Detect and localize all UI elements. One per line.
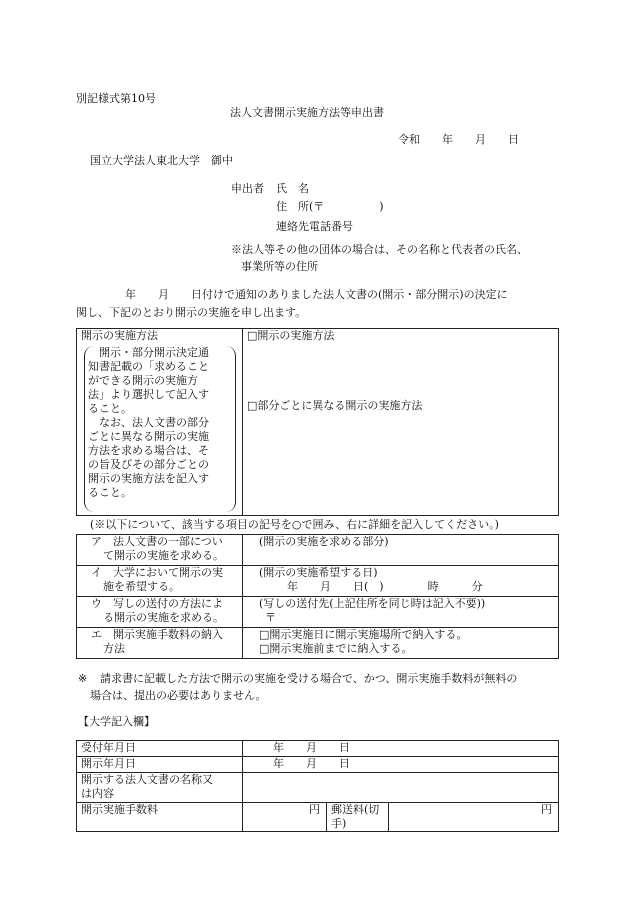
option-u-label[interactable]: ウ 写しの送付の方法によ る開示の実施を求める。 [77, 597, 243, 628]
applicant-label: 申出者 [231, 182, 264, 195]
corp-note-line2: 事業所等の住所 [241, 260, 318, 273]
option-e-label[interactable]: エ 開示実施手数料の納入 方法 [77, 628, 243, 659]
postage-label: 郵送料(切手) [327, 803, 389, 832]
receipt-date-label: 受付年月日 [77, 741, 243, 757]
note-line: 方法を求める場合は、そ [88, 444, 209, 457]
option-i-detail[interactable]: (開示の実施希望する日) 年 月 日( ) 時 分 [243, 566, 559, 597]
note-line: ができる開示の実施方 [88, 374, 198, 387]
applicant-address-label: 住 所(〒 ) [276, 200, 384, 213]
option-e-detail[interactable] [243, 628, 559, 659]
note-line: ごとに異なる開示の実施 [88, 430, 209, 443]
note-line: なお、法人文書の部分 [99, 416, 209, 429]
document-name-value[interactable] [243, 773, 559, 803]
option-partwise-method[interactable]: □部分ごとに異なる開示の実施方法 [247, 399, 423, 412]
footnote-mark: ※ [78, 672, 88, 685]
option-a-label[interactable]: ア 法人文書の一部につい て開示の実施を求める。 [77, 535, 243, 566]
option-whole-method[interactable]: □開示の実施方法 [247, 329, 335, 342]
corp-note-line1: ※法人等その他の団体の場合は、その名称と代表者の氏名、 [231, 243, 528, 256]
intro-line1: 年 月 日付けで通知のありました法人文書の(開示・部分開示)の決定に [125, 288, 508, 301]
university-heading: 【大学記入欄】 [78, 715, 155, 728]
note-line: 法」より選択して記入す [88, 388, 209, 401]
footnote-line2: 場合は、提出の必要はありません。 [90, 689, 267, 702]
method-left-header: 開示の実施方法 [81, 329, 158, 342]
form-number: 別記様式第10号 [76, 92, 156, 105]
disclosure-date-value[interactable]: 年 月 日 [243, 757, 559, 773]
option-row-u[interactable] [77, 597, 559, 628]
date-line: 令和 年 月 日 [398, 133, 519, 146]
option-u-detail[interactable]: (写しの送付先(上記住所を同じ時は記入不要)) 〒 [243, 597, 559, 628]
document-name-label: 開示する法人文書の名称又 は内容 [77, 773, 243, 803]
postage-value[interactable]: 円 [389, 803, 559, 832]
university-table [76, 740, 559, 832]
pay-before-option[interactable]: □開示実施前までに納入する。 [259, 642, 413, 655]
option-row-i[interactable] [77, 566, 559, 597]
intro-line2: 関し、下記のとおり開示の実施を申し出ます。 [76, 306, 307, 319]
method-right-cell[interactable] [243, 329, 559, 516]
note-line: ること。 [88, 486, 132, 499]
fee-label: 開示実施手数料 [77, 803, 243, 832]
option-i-label[interactable]: イ 大学において開示の実 施を希望する。 [77, 566, 243, 597]
option-row-a[interactable] [77, 535, 559, 566]
instruction: (※以下について、該当する項目の記号を○で囲み、右に詳細を記入してください。) [90, 518, 499, 531]
pay-on-day-option[interactable]: □開示実施日に開示実施場所で納入する。 [259, 628, 468, 641]
footnote-line1: 請求書に記載した方法で開示の実施を受ける場合で、かつ、開示実施手数料が無料の [100, 672, 518, 685]
note-line: 開示・部分開示決定通 [99, 346, 209, 359]
form-title: 法人文書開示実施方法等申出書 [230, 106, 384, 119]
recipient: 国立大学法人東北大学 御中 [90, 154, 233, 167]
note-line: 知書記載の「求めること [88, 360, 209, 373]
disclosure-date-label: 開示年月日 [77, 757, 243, 773]
option-a-detail[interactable]: (開示の実施を求める部分) [243, 535, 559, 566]
applicant-name-label: 氏 名 [276, 182, 309, 195]
applicant-phone-label: 連絡先電話番号 [276, 220, 353, 233]
receipt-date-value[interactable]: 年 月 日 [243, 741, 559, 757]
note-line: ること。 [88, 402, 132, 415]
note-line: の旨及びその部分ごとの [88, 458, 209, 471]
note-line: 開示の実施方法を記入す [88, 472, 209, 485]
option-row-e[interactable] [77, 628, 559, 659]
options-table [76, 534, 559, 659]
method-note [88, 346, 234, 500]
fee-value[interactable]: 円 [243, 803, 327, 832]
